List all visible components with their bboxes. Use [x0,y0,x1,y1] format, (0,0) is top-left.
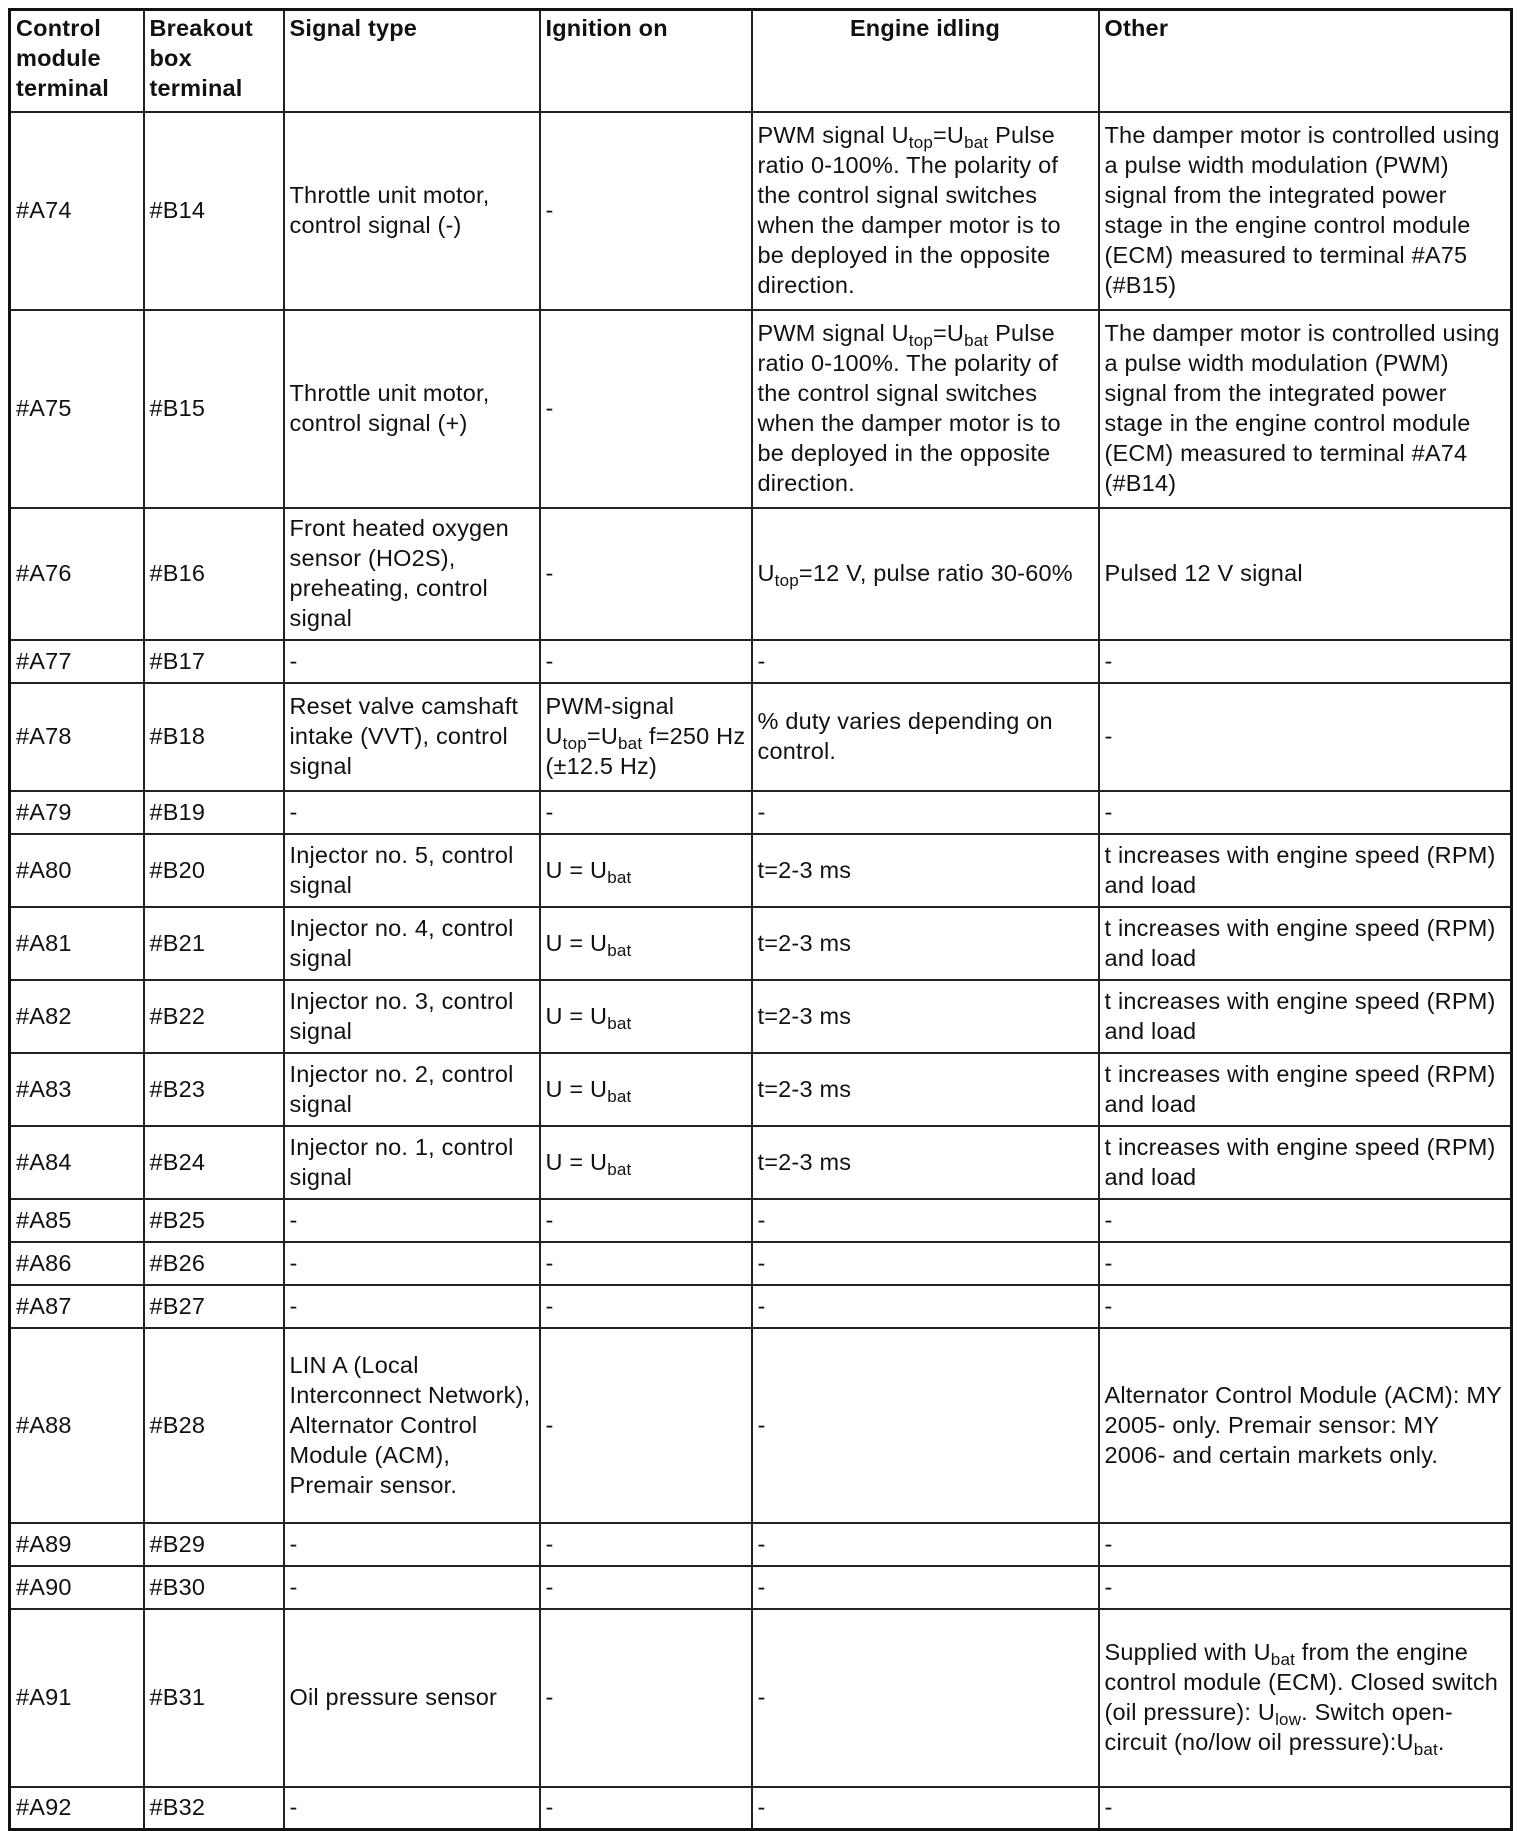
header-signal-type: Signal type [284,10,540,112]
cell-breakout-box-terminal: #B21 [144,907,284,980]
text-segment: - [289,1206,298,1233]
subscript: bat [964,331,989,350]
text-segment: - [757,798,766,825]
cell-other [1099,834,1512,907]
cell-control-module-terminal: #A81 [10,907,144,980]
cell-engine-idling [752,1199,1099,1242]
table-row [10,508,1512,640]
cell-engine-idling [752,1787,1099,1830]
cell-signal-type [284,1053,540,1126]
cell-ignition-on [540,1053,752,1126]
text-segment: LIN A (Local Interconnect Network), Alternator Control Module (ACM), Premair sensor. [289,1351,531,1498]
text-segment: - [545,798,554,825]
text-segment: U [757,560,775,586]
header-row [10,10,1512,112]
subscript: bat [1270,1650,1296,1669]
text-segment: - [289,647,298,674]
cell-breakout-box-terminal: #B15 [144,310,284,508]
cell-engine-idling [752,1523,1099,1566]
cell-signal-type [284,640,540,683]
text-segment: Injector no. 4, control signal [289,914,514,971]
cell-engine-idling [752,1609,1099,1787]
cell-signal-type [284,1787,540,1830]
header-engine-idling: Engine idling [752,10,1099,112]
text-segment: - [1104,798,1113,825]
text-segment: Front heated oxygen sensor (HO2S), preheating, control signal [289,515,509,631]
text-segment: f=250 Hz (±12.5 Hz) [545,723,746,779]
cell-breakout-box-terminal: #B25 [144,1199,284,1242]
cell-signal-type [284,1523,540,1566]
text-segment: t increases with engine speed (RPM) and load [1104,1060,1496,1117]
text-segment: - [757,1530,766,1557]
text-segment: - [289,1530,298,1557]
cell-signal-type [284,1328,540,1523]
table-row [10,1199,1512,1242]
cell-signal-type [284,834,540,907]
text-segment: - [545,1249,554,1276]
text-segment: U = U [545,929,608,956]
subscript: top [908,133,933,152]
text-segment: - [1104,1249,1113,1276]
text-segment: - [289,1794,298,1821]
text-segment: - [545,197,554,223]
text-segment: - [1104,723,1113,749]
text-segment: t=2-3 ms [757,1075,852,1102]
cell-ignition-on [540,1199,752,1242]
cell-other [1099,1242,1512,1285]
cell-control-module-terminal: #A74 [10,112,144,310]
text-segment: - [545,647,554,674]
cell-breakout-box-terminal: #B14 [144,112,284,310]
cell-ignition-on [540,1242,752,1285]
subscript: bat [1413,1740,1438,1759]
cell-other [1099,1566,1512,1609]
text-segment: t increases with engine speed (RPM) and load [1104,1133,1496,1190]
cell-ignition-on [540,1566,752,1609]
cell-signal-type [284,1199,540,1242]
text-segment: - [545,1530,554,1557]
cell-engine-idling [752,907,1099,980]
subscript: bat [607,940,632,960]
cell-signal-type [284,907,540,980]
cell-signal-type [284,683,540,791]
text-segment: The damper motor is controlled using a pulse width modulation (PWM) signal from the integrated power stage in the engine control module (ECM) measured to terminal #A74 (#B14) [1104,320,1500,496]
cell-control-module-terminal: #A78 [10,683,144,791]
text-segment: t=2-3 ms [757,856,852,883]
text-segment: Injector no. 1, control signal [289,1133,514,1190]
cell-ignition-on [540,1285,752,1328]
table-row [10,1328,1512,1523]
text-segment: Supplied with U [1104,1639,1271,1665]
cell-control-module-terminal: #A77 [10,640,144,683]
text-segment: t increases with engine speed (RPM) and load [1104,841,1496,898]
text-segment: PWM signal U [757,320,909,346]
text-segment: - [545,1684,554,1710]
subscript: bat [607,867,632,887]
table-body [10,112,1512,1830]
cell-control-module-terminal: #A75 [10,310,144,508]
subscript: bat [618,734,643,753]
table-row [10,683,1512,791]
cell-signal-type [284,112,540,310]
cell-ignition-on [540,683,752,791]
cell-ignition-on [540,1787,752,1830]
cell-ignition-on [540,310,752,508]
cell-engine-idling [752,791,1099,834]
text-segment: - [545,395,554,421]
text-segment: from the engine control module (ECM). Closed switch (oil pressure): U [1104,1639,1499,1725]
cell-other [1099,683,1512,791]
text-segment: U = U [545,1002,608,1029]
text-segment: . Switch open-circuit (no/low oil pressure):U [1104,1699,1453,1755]
table-row [10,1609,1512,1787]
cell-other [1099,1053,1512,1126]
table-row [10,907,1512,980]
text-segment: =U [586,723,619,749]
cell-ignition-on [540,834,752,907]
cell-other [1099,112,1512,310]
text-segment: - [545,560,554,586]
subscript: bat [607,1159,632,1179]
text-segment: - [545,1206,554,1233]
cell-control-module-terminal: #A90 [10,1566,144,1609]
text-segment: =U [933,320,965,346]
cell-control-module-terminal: #A87 [10,1285,144,1328]
subscript: bat [607,1013,632,1033]
text-segment: Injector no. 2, control signal [289,1060,514,1117]
header-control-module-terminal: Control module terminal [10,10,144,112]
text-segment: % duty varies depending on control. [757,708,1053,764]
cell-ignition-on [540,907,752,980]
header-ignition-on: Ignition on [540,10,752,112]
cell-control-module-terminal: #A88 [10,1328,144,1523]
cell-control-module-terminal: #A82 [10,980,144,1053]
cell-ignition-on [540,508,752,640]
text-segment: Injector no. 5, control signal [289,841,514,898]
text-segment: - [545,1794,554,1821]
text-segment: - [1104,647,1113,674]
cell-other [1099,1199,1512,1242]
text-segment: - [289,1573,298,1600]
cell-other [1099,1787,1512,1830]
cell-ignition-on [540,1126,752,1199]
table-row [10,640,1512,683]
text-segment: t=2-3 ms [757,1002,852,1029]
text-segment: Throttle unit motor, control signal (-) [289,182,490,238]
cell-breakout-box-terminal: #B23 [144,1053,284,1126]
subscript: top [774,571,799,590]
cell-control-module-terminal: #A89 [10,1523,144,1566]
cell-engine-idling [752,1566,1099,1609]
cell-engine-idling [752,834,1099,907]
text-segment: t=2-3 ms [757,1148,852,1175]
cell-other [1099,508,1512,640]
text-segment: - [1104,1573,1113,1600]
text-segment: - [545,1292,554,1319]
text-segment: - [757,1411,766,1438]
text-segment: - [757,1206,766,1233]
cell-signal-type [284,791,540,834]
subscript: bat [607,1086,632,1106]
text-segment: - [757,1794,766,1821]
text-segment: - [545,1411,554,1438]
text-segment: Oil pressure sensor [289,1684,498,1710]
cell-signal-type [284,1609,540,1787]
table-row [10,1787,1512,1830]
cell-engine-idling [752,1053,1099,1126]
table-row [10,980,1512,1053]
cell-breakout-box-terminal: #B26 [144,1242,284,1285]
cell-other [1099,310,1512,508]
cell-control-module-terminal: #A92 [10,1787,144,1830]
cell-breakout-box-terminal: #B28 [144,1328,284,1523]
text-segment: - [289,1292,298,1319]
cell-signal-type [284,1242,540,1285]
cell-other [1099,640,1512,683]
text-segment: PWM-signal U [545,693,675,749]
subscript: low [1275,1710,1302,1729]
text-segment: - [757,1292,766,1319]
cell-control-module-terminal: #A84 [10,1126,144,1199]
cell-breakout-box-terminal: #B20 [144,834,284,907]
cell-control-module-terminal: #A79 [10,791,144,834]
subscript: top [908,331,933,350]
text-segment: U = U [545,856,608,883]
cell-signal-type [284,980,540,1053]
text-segment: t=2-3 ms [757,929,852,956]
cell-control-module-terminal: #A86 [10,1242,144,1285]
text-segment: t increases with engine speed (RPM) and load [1104,987,1496,1044]
cell-breakout-box-terminal: #B27 [144,1285,284,1328]
cell-breakout-box-terminal: #B22 [144,980,284,1053]
text-segment: - [1104,1530,1113,1557]
table-row [10,1126,1512,1199]
cell-control-module-terminal: #A80 [10,834,144,907]
table-row [10,112,1512,310]
text-segment: - [1104,1206,1113,1233]
cell-other [1099,1285,1512,1328]
table-row [10,1523,1512,1566]
text-segment: - [289,1249,298,1276]
table-row [10,1285,1512,1328]
text-segment: U = U [545,1075,608,1102]
text-segment: Throttle unit motor, control signal (+) [289,380,490,436]
cell-signal-type [284,1126,540,1199]
subscript: bat [964,133,989,152]
cell-control-module-terminal: #A83 [10,1053,144,1126]
cell-engine-idling [752,1242,1099,1285]
cell-breakout-box-terminal: #B30 [144,1566,284,1609]
header-other: Other [1099,10,1512,112]
text-segment: - [757,647,766,674]
text-segment: - [757,1573,766,1600]
cell-breakout-box-terminal: #B16 [144,508,284,640]
cell-other [1099,1523,1512,1566]
cell-other [1099,907,1512,980]
subscript: top [562,734,587,753]
cell-engine-idling [752,1328,1099,1523]
cell-ignition-on [540,1523,752,1566]
cell-engine-idling [752,1285,1099,1328]
cell-signal-type [284,508,540,640]
text-segment: Pulsed 12 V signal [1104,560,1303,586]
text-segment: Alternator Control Module (ACM): MY 2005- only. Premair sensor: MY 2006- and certain markets only. [1104,1381,1502,1468]
cell-breakout-box-terminal: #B32 [144,1787,284,1830]
cell-signal-type [284,310,540,508]
cell-other [1099,1126,1512,1199]
cell-other [1099,1609,1512,1787]
cell-ignition-on [540,1328,752,1523]
cell-ignition-on [540,1609,752,1787]
cell-signal-type [284,1285,540,1328]
text-segment: - [757,1684,766,1710]
text-segment: t increases with engine speed (RPM) and load [1104,914,1496,971]
cell-engine-idling [752,640,1099,683]
text-segment: Pulse ratio 0-100%. The polarity of the control signal switches when the damper motor is to be deployed in the opposite direction. [757,320,1061,496]
text-segment: Reset valve camshaft intake (VVT), control signal [289,693,519,779]
cell-engine-idling [752,112,1099,310]
cell-other [1099,1328,1512,1523]
table-row [10,310,1512,508]
cell-breakout-box-terminal: #B31 [144,1609,284,1787]
terminal-table-wrapper [8,8,1513,1831]
cell-control-module-terminal: #A91 [10,1609,144,1787]
cell-breakout-box-terminal: #B18 [144,683,284,791]
table-row [10,1242,1512,1285]
text-segment: . [1437,1729,1445,1755]
table-row [10,1566,1512,1609]
cell-ignition-on [540,791,752,834]
cell-ignition-on [540,112,752,310]
cell-engine-idling [752,508,1099,640]
cell-engine-idling [752,980,1099,1053]
table-row [10,1053,1512,1126]
text-segment: =U [933,122,965,148]
cell-control-module-terminal: #A85 [10,1199,144,1242]
table-row [10,791,1512,834]
text-segment: The damper motor is controlled using a pulse width modulation (PWM) signal from the integrated power stage in the engine control module (ECM) measured to terminal #A75 (#B15) [1104,122,1500,298]
cell-other [1099,980,1512,1053]
cell-engine-idling [752,683,1099,791]
text-segment: Injector no. 3, control signal [289,987,514,1044]
terminal-signal-table [8,8,1513,1831]
cell-breakout-box-terminal: #B29 [144,1523,284,1566]
header-breakout-box-terminal: Breakout box terminal [144,10,284,112]
text-segment: PWM signal U [757,122,909,148]
text-segment: U = U [545,1148,608,1175]
cell-engine-idling [752,1126,1099,1199]
cell-engine-idling [752,310,1099,508]
cell-breakout-box-terminal: #B19 [144,791,284,834]
cell-other [1099,791,1512,834]
text-segment: - [1104,1794,1113,1821]
table-row [10,834,1512,907]
text-segment: - [289,798,298,825]
text-segment: - [545,1573,554,1600]
cell-breakout-box-terminal: #B24 [144,1126,284,1199]
text-segment: - [757,1249,766,1276]
cell-signal-type [284,1566,540,1609]
cell-ignition-on [540,640,752,683]
text-segment: Pulse ratio 0-100%. The polarity of the control signal switches when the damper motor is to be deployed in the opposite direction. [757,122,1061,298]
text-segment: =12 V, pulse ratio 30-60% [798,560,1073,586]
text-segment: - [1104,1292,1113,1319]
cell-control-module-terminal: #A76 [10,508,144,640]
cell-breakout-box-terminal: #B17 [144,640,284,683]
cell-ignition-on [540,980,752,1053]
